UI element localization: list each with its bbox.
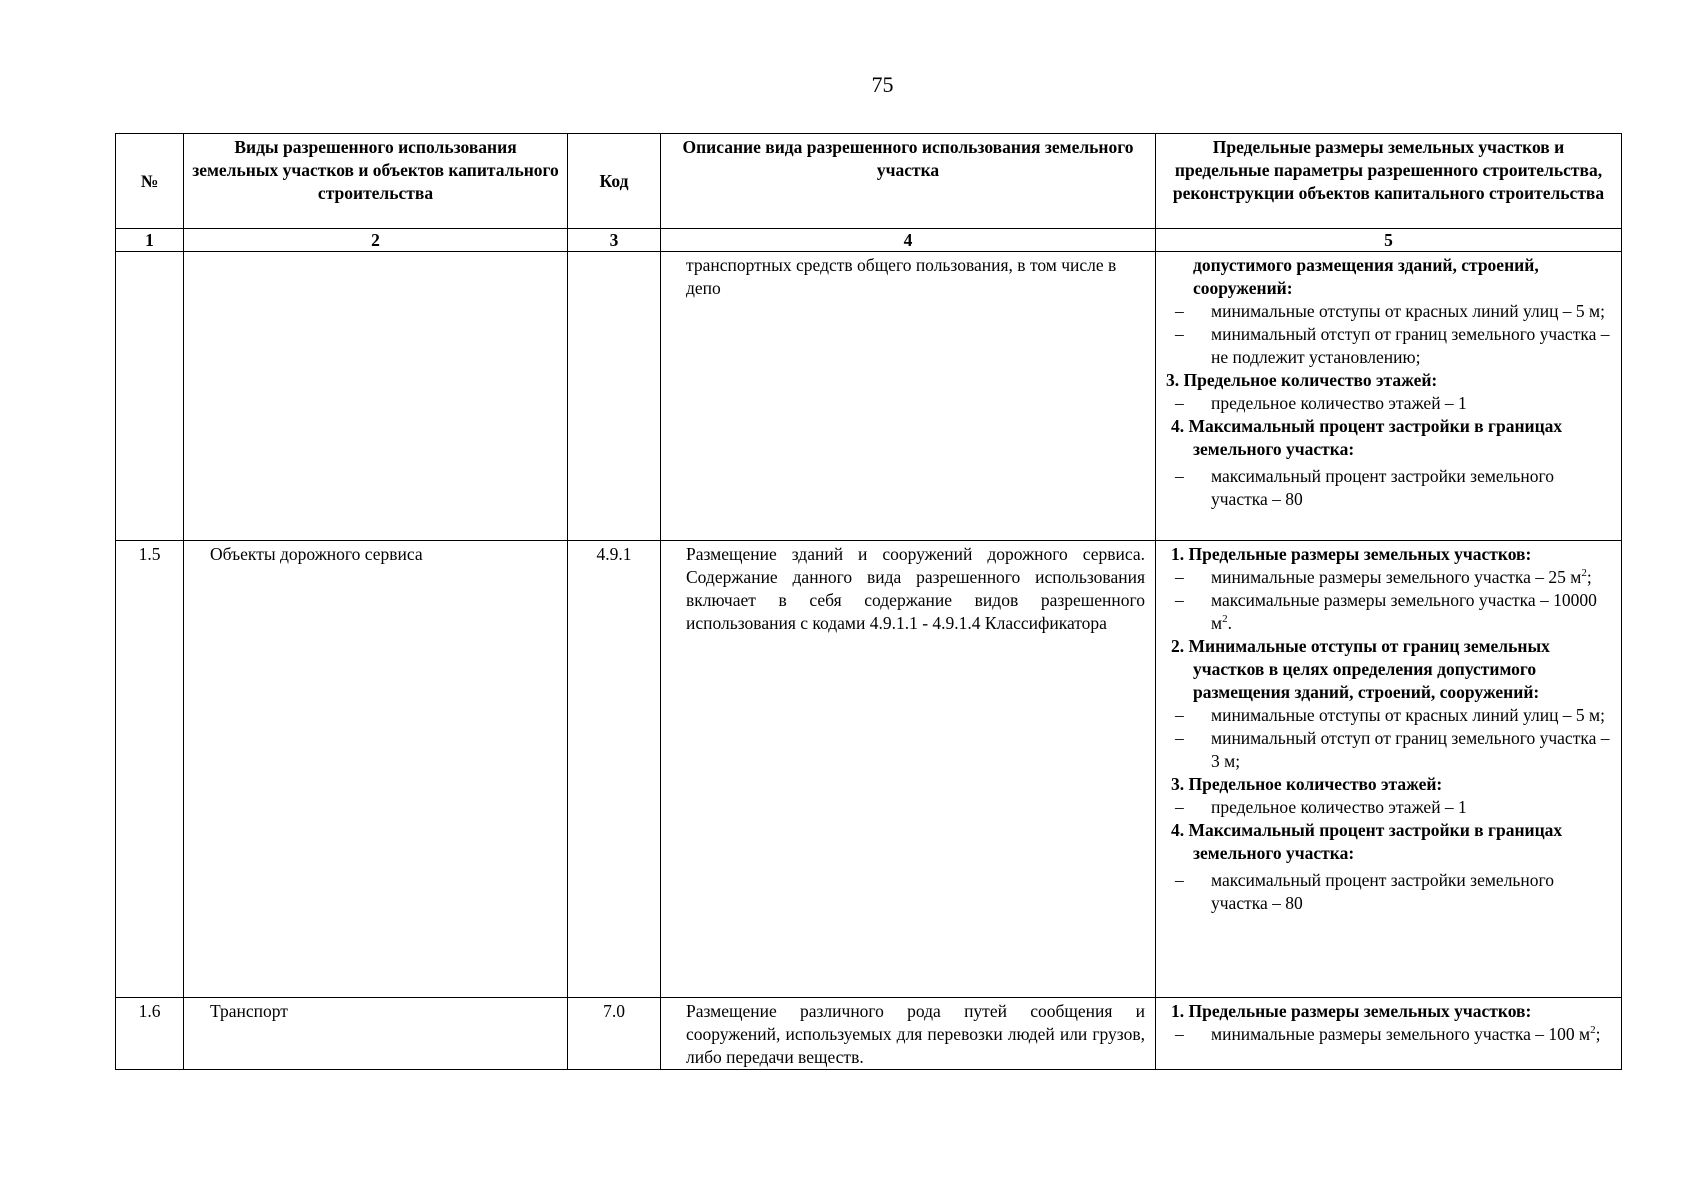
dash-marker: – <box>1175 567 1184 587</box>
col-number-1: 1 <box>116 229 184 252</box>
param-heading: 3. Предельное количество этажей: <box>1166 370 1438 390</box>
param-heading: 3. Предельное количество этажей: <box>1171 774 1443 794</box>
param-item <box>1166 727 1613 773</box>
row-num: 1.5 <box>116 541 184 998</box>
param-text: предельное количество этажей – 1 <box>1211 797 1467 817</box>
param-text: минимальные отступы от красных линий улиц – 5 м; <box>1211 301 1605 321</box>
param-text: предельное количество этажей – 1 <box>1211 393 1467 413</box>
row-name: Транспорт <box>184 998 568 1070</box>
param-heading: 4. Максимальный процент застройки в границах земельного участка: <box>1171 416 1563 459</box>
param-text: максимальный процент застройки земельного участка – 80 <box>1211 466 1555 509</box>
dash-marker: – <box>1175 705 1184 725</box>
row-num: 1.6 <box>116 998 184 1070</box>
row-name <box>184 252 568 541</box>
param-heading: 2. Минимальные отступы от границ земельных участков в целях определения допустимого размещения зданий, строений, сооружений: <box>1171 636 1550 702</box>
row-description: транспортных средств общего пользования, в том числе в депо <box>661 252 1156 541</box>
superscript: 2 <box>1590 1024 1596 1037</box>
param-text: минимальные размеры земельного участка – 100 м <box>1211 1024 1591 1044</box>
param-heading: допустимого размещения зданий, строений, сооружений: <box>1193 255 1539 298</box>
param-text: максимальные размеры земельного участка – 10000 м <box>1211 590 1597 633</box>
row-description: Размещение зданий и сооружений дорожного сервиса. Содержание данного вида разрешенного использования включает в себя содержание видов разрешенного использования с кодами 4.9.1.1 - 4.9.1.4 Классификатора <box>661 541 1156 998</box>
param-text: максимальный процент застройки земельного участка – 80 <box>1211 870 1555 913</box>
dash-marker: – <box>1175 466 1184 486</box>
dash-marker: – <box>1175 301 1184 321</box>
dash-marker: – <box>1175 324 1184 344</box>
row-num <box>116 252 184 541</box>
param-heading: 1. Предельные размеры земельных участков: <box>1171 1001 1532 1021</box>
page-number: 75 <box>871 72 894 97</box>
col-number-2: 2 <box>184 229 568 252</box>
param-text: минимальные размеры земельного участка – 25 м <box>1211 567 1582 587</box>
col-number-5: 5 <box>1156 229 1622 252</box>
row-name: Объекты дорожного сервиса <box>184 541 568 998</box>
param-heading: 4. Максимальный процент застройки в границах земельного участка: <box>1171 820 1563 863</box>
dash-marker: – <box>1175 797 1184 817</box>
row-params <box>1156 998 1622 1070</box>
dash-marker: – <box>1175 728 1184 748</box>
param-item <box>1166 566 1613 589</box>
param-text: минимальный отступ от границ земельного участка – 3 м; <box>1211 728 1610 771</box>
row-code: 7.0 <box>568 998 661 1070</box>
param-text-end: ; <box>1586 567 1592 587</box>
param-item <box>1166 1023 1613 1046</box>
dash-marker: – <box>1175 590 1184 610</box>
row-code: 4.9.1 <box>568 541 661 998</box>
param-item <box>1166 589 1613 635</box>
param-heading: 1. Предельные размеры земельных участков: <box>1171 544 1532 564</box>
param-item <box>1166 300 1613 323</box>
param-item <box>1166 465 1613 511</box>
param-item <box>1166 392 1613 415</box>
dash-marker: – <box>1175 1024 1184 1044</box>
table-header-row <box>116 134 1622 229</box>
table-row <box>116 541 1622 998</box>
header-params: Предельные размеры земельных участков и предельные параметры разрешенного строительства, реконструкции объектов капитального строительства <box>1156 134 1622 229</box>
param-item <box>1166 323 1613 369</box>
row-description: Размещение различного рода путей сообщения и сооружений, используемых для перевозки людей или грузов, либо передачи веществ. <box>661 998 1156 1070</box>
superscript: 2 <box>1581 567 1587 580</box>
param-text-end: ; <box>1595 1024 1601 1044</box>
header-types: Виды разрешенного использования земельных участков и объектов капитального строительства <box>184 134 568 229</box>
table-row <box>116 998 1622 1070</box>
row-params <box>1156 541 1622 998</box>
col-number-3: 3 <box>568 229 661 252</box>
param-text: минимальный отступ от границ земельного участка – не подлежит установлению; <box>1211 324 1610 367</box>
row-params <box>1156 252 1622 541</box>
param-item <box>1166 704 1613 727</box>
table-row <box>116 252 1622 541</box>
header-num: № <box>116 134 184 229</box>
param-text: минимальные отступы от красных линий улиц – 5 м; <box>1211 705 1605 725</box>
dash-marker: – <box>1175 393 1184 413</box>
param-item <box>1166 869 1613 915</box>
row-code <box>568 252 661 541</box>
col-number-4: 4 <box>661 229 1156 252</box>
land-use-table <box>115 133 1622 1070</box>
header-description: Описание вида разрешенного использования земельного участка <box>661 134 1156 229</box>
column-numbers-row <box>116 229 1622 252</box>
dash-marker: – <box>1175 870 1184 890</box>
param-item <box>1166 796 1613 819</box>
superscript: 2 <box>1222 613 1228 626</box>
param-text-end: . <box>1227 613 1232 633</box>
header-code: Код <box>568 134 661 229</box>
